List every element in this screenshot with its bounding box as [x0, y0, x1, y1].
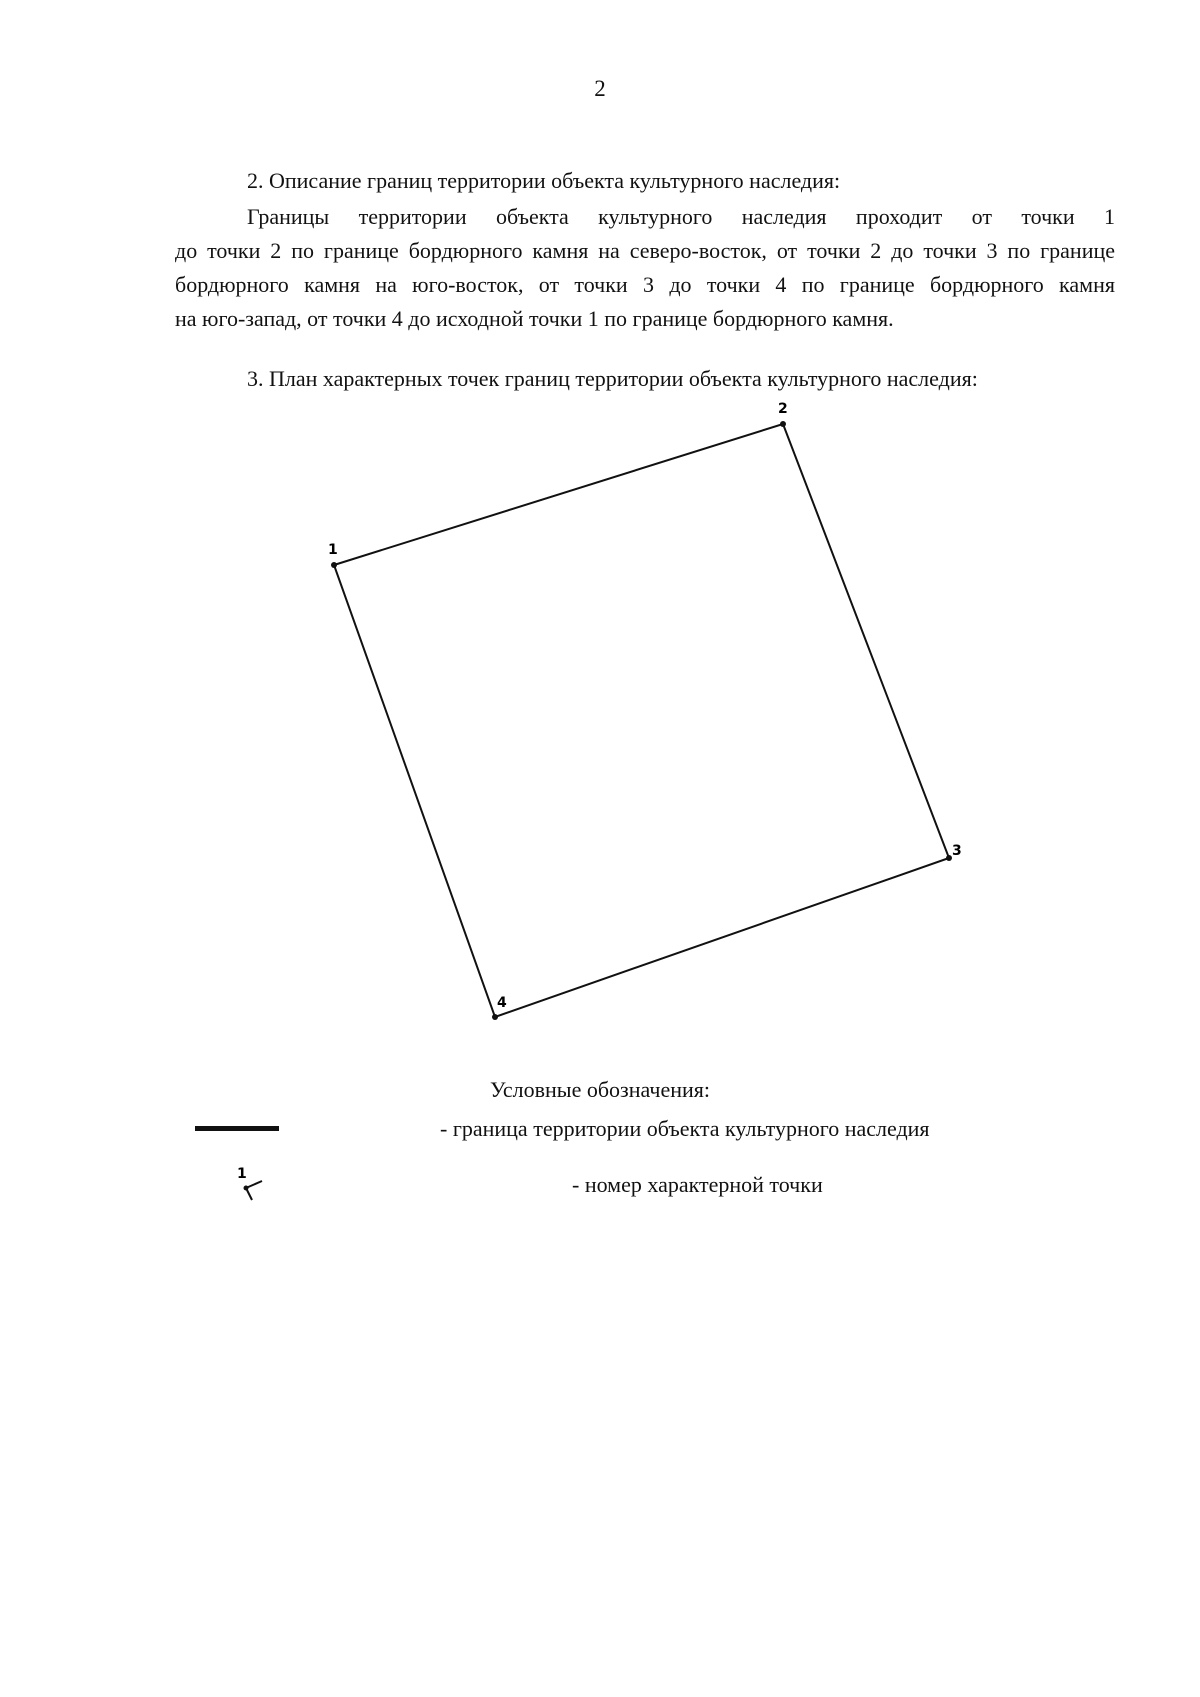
- legend-point-icon: [244, 1181, 263, 1200]
- boundary-polygon: [334, 424, 949, 1017]
- description-line: до точки 2 по границе бордюрного камня на северо-восток, от точки 2 до точки 3 по границе: [175, 238, 1115, 263]
- page-number: 2: [594, 76, 606, 101]
- legend-point-label: 1: [237, 1166, 247, 1182]
- section-3-heading: 3. План характерных точек границ территории объекта культурного наследия:: [247, 366, 978, 391]
- point-marker-2: [780, 421, 786, 427]
- point-marker-1: [331, 562, 337, 568]
- point-label-2: 2: [778, 401, 788, 417]
- legend-boundary-line-icon: [195, 1126, 279, 1131]
- description-line: бордюрного камня на юго-восток, от точки 3 до точки 4 по границе бордюрного камня: [175, 272, 1115, 297]
- point-label-4: 4: [497, 995, 507, 1011]
- description-line: на юго-запад, от точки 4 до исходной точки 1 по границе бордюрного камня.: [175, 306, 894, 331]
- point-marker-4: [492, 1014, 498, 1020]
- legend-point-text: - номер характерной точки: [572, 1172, 823, 1197]
- legend-title: Условные обозначения:: [489, 1077, 711, 1102]
- legend-boundary-text: - граница территории объекта культурного наследия: [440, 1116, 930, 1141]
- description-line: Границы территории объекта культурного наследия проходит от точки 1: [247, 204, 1115, 229]
- point-label-3: 3: [952, 843, 962, 859]
- point-label-1: 1: [328, 542, 338, 558]
- section-2-heading: 2. Описание границ территории объекта культурного наследия:: [247, 168, 841, 193]
